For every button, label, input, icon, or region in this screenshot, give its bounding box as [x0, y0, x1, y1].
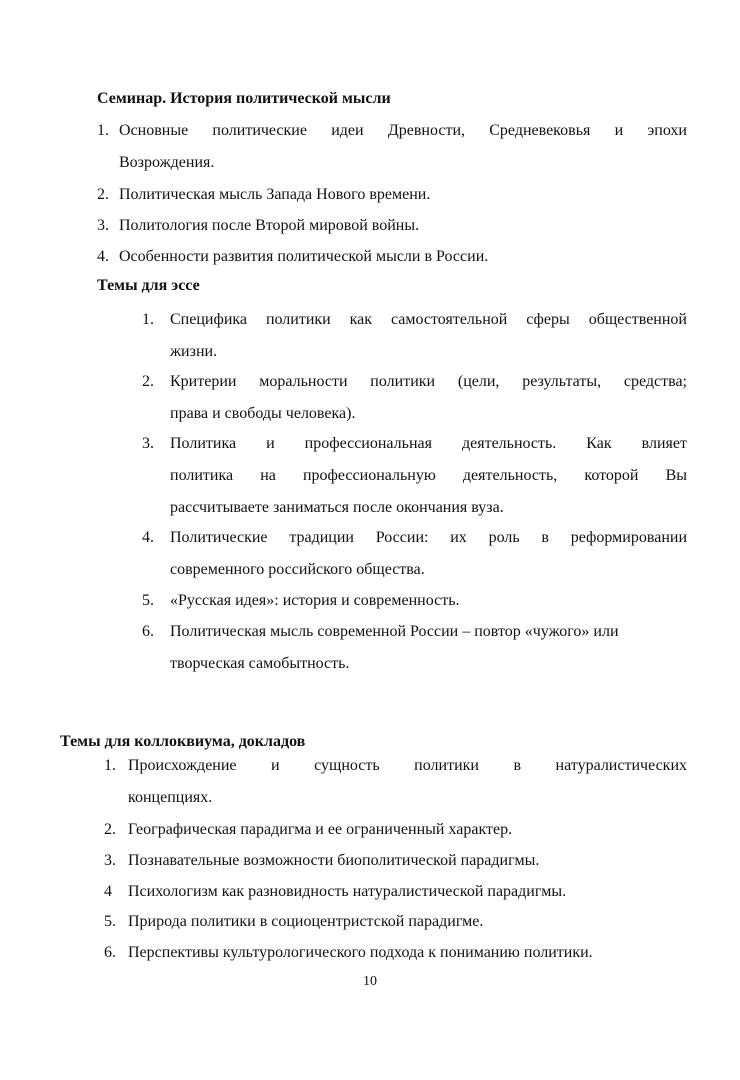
seminar-item-1-number: 1. — [97, 122, 109, 139]
colloquium-item-1-number: 1. — [104, 757, 116, 774]
essay-item-1 — [142, 304, 687, 368]
seminar-item-4-number: 4. — [97, 248, 109, 265]
seminar-item-4-line-1: Особенности развития политической мысли в России. — [119, 248, 489, 265]
essay-item-3 — [142, 428, 687, 524]
essay-item-6-line-2: творческая самобытность. — [170, 655, 350, 672]
essay-item-2-line-1: Критерии моральности политики (цели, результаты, средства; — [170, 373, 687, 390]
colloquium-item-1 — [104, 750, 687, 814]
seminar-heading: Семинар. История политической мысли — [97, 90, 391, 107]
seminar-item-4 — [97, 241, 687, 273]
colloquium-item-6 — [104, 937, 687, 969]
essay-heading: Темы для эссе — [97, 277, 200, 294]
seminar-item-3-number: 3. — [97, 217, 109, 234]
seminar-item-2 — [97, 179, 687, 211]
essay-item-3-line-2: политика на профессиональную деятельность, которой Вы — [170, 467, 687, 484]
seminar-item-2-line-1: Политическая мысль Запада Нового времени. — [119, 186, 431, 203]
essay-item-2-number: 2. — [142, 373, 154, 390]
seminar-item-3 — [97, 210, 687, 242]
colloquium-item-6-number: 6. — [104, 944, 116, 961]
essay-item-1-number: 1. — [142, 311, 154, 328]
essay-item-6-line-1: Политическая мысль современной России – повтор «чужого» или — [170, 623, 619, 640]
colloquium-item-6-line-1: Перспективы культурологического подхода к пониманию политики. — [128, 944, 593, 961]
essay-item-5-line-1: «Русская идея»: история и современность. — [170, 592, 460, 609]
seminar-item-3-line-1: Политология после Второй мировой войны. — [119, 217, 420, 234]
essay-item-4 — [142, 522, 687, 586]
colloquium-item-2-line-1: Географическая парадигма и ее ограниченный характер. — [128, 821, 513, 838]
colloquium-item-3-number: 3. — [104, 852, 116, 869]
essay-item-4-line-1: Политические традиции России: их роль в реформировании — [170, 529, 687, 546]
colloquium-item-5-number: 5. — [104, 913, 116, 930]
essay-item-5-number: 5. — [142, 592, 154, 609]
colloquium-item-2-number: 2. — [104, 821, 116, 838]
essay-item-6 — [142, 616, 687, 680]
essay-item-3-line-3: рассчитываете заниматься после окончания вуза. — [170, 499, 504, 516]
colloquium-item-5-line-1: Природа политики в социоцентристской парадигме. — [128, 913, 484, 930]
page-number: 10 — [363, 974, 377, 989]
seminar-item-1 — [97, 115, 687, 179]
colloquium-item-4-number: 4 — [104, 883, 112, 900]
essay-item-4-number: 4. — [142, 529, 154, 546]
essay-item-3-number: 3. — [142, 435, 154, 452]
seminar-item-1-line-2: Возрождения. — [119, 154, 215, 171]
essay-item-2-line-2: права и свободы человека). — [170, 405, 356, 422]
essay-item-4-line-2: современного российского общества. — [170, 561, 425, 578]
essay-item-1-line-1: Специфика политики как самостоятельной сферы общественной — [170, 311, 687, 328]
colloquium-item-3-line-1: Познавательные возможности биополитической парадигмы. — [128, 852, 540, 869]
colloquium-item-2 — [104, 814, 687, 846]
essay-item-2 — [142, 366, 687, 430]
colloquium-item-5 — [104, 906, 687, 938]
colloquium-item-1-line-1: Происхождение и сущность политики в натуралистических — [128, 757, 687, 774]
colloquium-item-1-line-2: концепциях. — [128, 789, 213, 806]
seminar-item-2-number: 2. — [97, 186, 109, 203]
essay-item-5 — [142, 585, 687, 617]
colloquium-item-4-line-1: Психологизм как разновидность натуралистической парадигмы. — [128, 883, 567, 900]
essay-item-1-line-2: жизни. — [170, 343, 218, 360]
colloquium-item-3 — [104, 845, 687, 877]
seminar-item-1-line-1: Основные политические идеи Древности, Средневековья и эпохи — [119, 122, 687, 139]
colloquium-item-4 — [104, 876, 687, 908]
colloquium-heading: Темы для коллоквиума, докладов — [60, 733, 306, 750]
essay-item-3-line-1: Политика и профессиональная деятельность. Как влияет — [170, 435, 687, 452]
essay-item-6-number: 6. — [142, 623, 154, 640]
